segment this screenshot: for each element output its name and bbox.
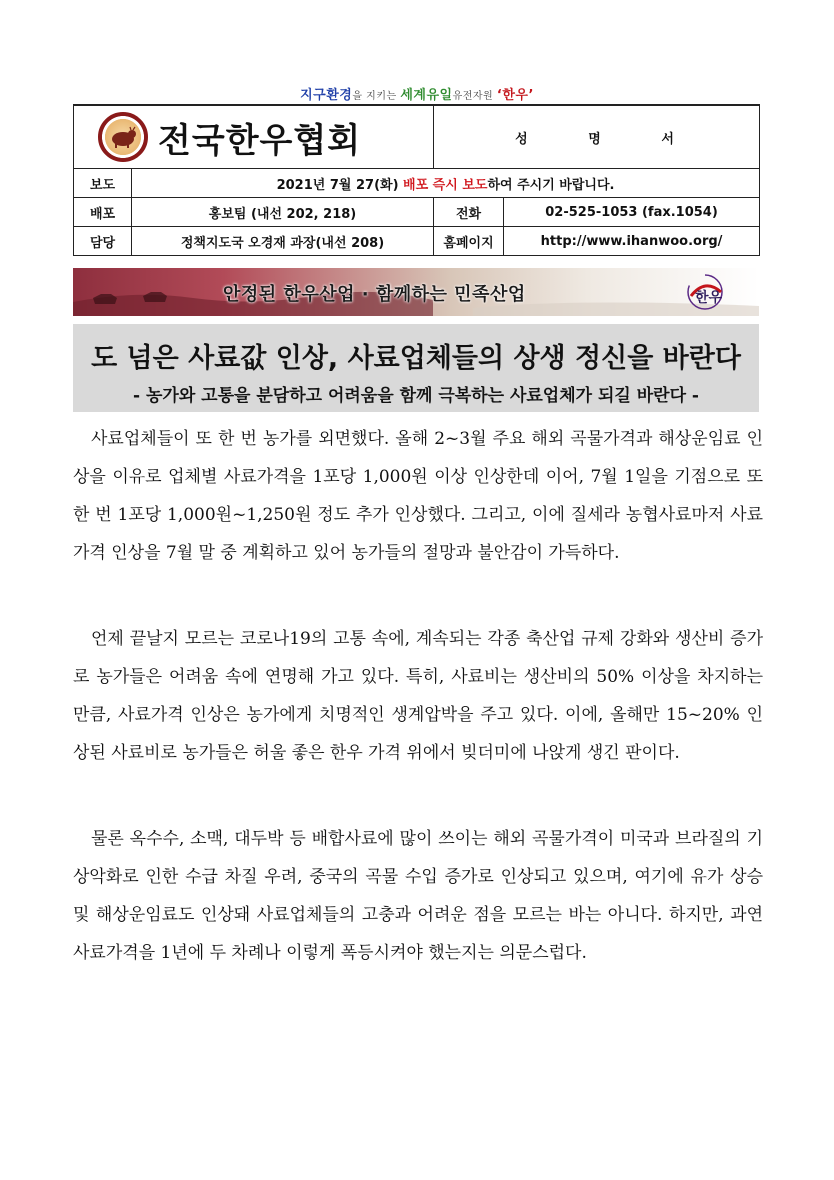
headline-title: 도 넘은 사료값 인상, 사료업체들의 상생 정신을 바란다 <box>91 343 741 374</box>
org-block <box>80 112 427 162</box>
banner-logo-text: 한우 <box>695 290 723 306</box>
press-tail: 하여 주시기 바랍니다. <box>487 177 615 193</box>
press-date: 2021년 7월 27(화) <box>276 177 404 193</box>
banner-slogan: 안정된 한우산업 · 함께하는 민족산업 <box>223 284 526 305</box>
hanwoo-brand-logo-icon <box>649 272 739 312</box>
phone-label: 전화 <box>434 198 504 227</box>
tagline <box>0 84 834 103</box>
tagline-part-1: 지구환경 <box>300 88 353 103</box>
tagline-part-3: 세계유일 <box>400 88 453 103</box>
tagline-part-4: 유전자원 <box>452 91 497 102</box>
phone-value: 02-525-1053 (fax.1054) <box>504 198 760 227</box>
contact-label: 담당 <box>74 227 132 256</box>
document-type-title: 성 명 서 <box>434 105 760 169</box>
press-immediate-highlight: 배포 즉시 보도 <box>403 177 488 193</box>
body-paragraph-2: 언제 끝날지 모르는 코로나19의 고통 속에, 계속되는 각종 축산업 규제 강화와 생산비 증가로 농가들은 어려움 속에 연명해 가고 있다. 특히, 사료비는 생산비의 50% 이상을 차지하는 만큼, 사료가격 인상은 농가에게 치명적인 생계압박을 주고 있다. 이에, 올해만 15~20% 인상된 사료비로 농가들은 허울 좋은 한우 가격 위에서 빚더미에 나앉게 생긴 판이다. <box>73 629 763 763</box>
press-release-header-table <box>73 104 760 256</box>
org-cell <box>74 105 434 169</box>
tagline-part-2: 을 지키는 <box>352 91 401 102</box>
contact-value: 정책지도국 오경재 과장(내선 208) <box>132 227 434 256</box>
distribution-value: 홍보팀 (내선 202, 218) <box>132 198 434 227</box>
body-paragraph-3: 물론 옥수수, 소맥, 대두박 등 배합사료에 많이 쓰이는 해외 곡물가격이 미국과 브라질의 기상악화로 인한 수급 차질 우려, 중국의 곡물 수입 증가로 인상되고 있으며, 여기에 유가 상승 및 해상운임료도 인상돼 사료업체들의 고충과 어려운 점을 모르는 바는 아니다. 하지만, 과연 사료가격을 1년에 두 차례나 이렇게 폭등시켜야 했는지는 의문스럽다. <box>73 829 763 963</box>
association-seal-icon <box>98 112 148 162</box>
homepage-link[interactable]: http://www.ihanwoo.org/ <box>504 227 760 256</box>
headline-box <box>73 324 759 412</box>
distribution-label: 배포 <box>74 198 132 227</box>
cow-icon <box>108 125 138 149</box>
body-paragraph-1: 사료업체들이 또 한 번 농가를 외면했다. 올해 2~3월 주요 해외 곡물가격과 해상운임료 인상을 이유로 업체별 사료가격을 1포당 1,000원 이상 인상한데 이어, 7월 1일을 기점으로 또 한 번 1포당 1,000원~1,250원 정도 추가 인상했다. 그리고, 이에 질세라 농협사료마저 사료가격 인상을 7월 말 중 계획하고 있어 농가들의 절망과 불안감이 가득하다. <box>73 429 763 563</box>
statement-body <box>73 420 763 1020</box>
tagline-part-5: ‘한우’ <box>496 88 534 103</box>
press-label: 보도 <box>74 169 132 198</box>
slogan-banner <box>73 268 759 316</box>
press-release-note <box>132 169 760 198</box>
org-name: 전국한우협회 <box>158 120 362 161</box>
homepage-label: 홈페이지 <box>434 227 504 256</box>
headline-subtitle: - 농가와 고통을 분담하고 어려움을 함께 극복하는 사료업체가 되길 바란다 - <box>133 386 699 406</box>
